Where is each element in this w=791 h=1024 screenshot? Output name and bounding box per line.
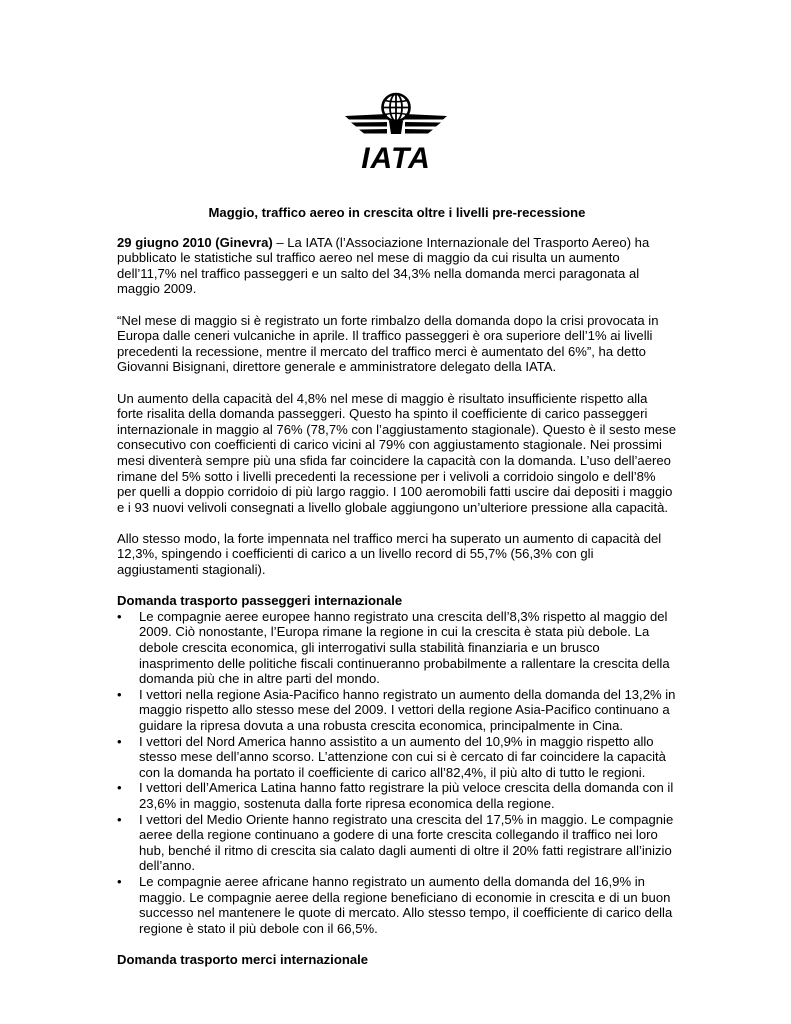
right-wing-icon <box>405 114 447 134</box>
bullet-icon: • <box>117 608 122 624</box>
document-title: Maggio, traffico aereo in crescita oltre i livelli pre-recessione <box>208 205 586 220</box>
list-item <box>117 812 677 874</box>
bullet-icon: • <box>117 780 122 796</box>
passengers-section-heading: Domanda trasporto passeggeri internazionale <box>117 593 403 609</box>
cargo-section-heading: Domanda trasporto merci internazionale <box>117 951 369 967</box>
document-body <box>117 205 677 968</box>
capacity-paragraph: Un aumento della capacità del 4,8% nel mese di maggio è risultato insufficiente rispetto alla forte risalita della domanda passeggeri. Questo ha spinto il coefficiente di carico passeggeri internazionale in maggio al 76% (78,7% con l’aggiustamento stagionale). Questo è il sesto mese consecutivo con coefficienti di carico vicini al 79% con aggiustamento stagionale. Nei prossimi mesi diventerà sempre più una sfida far coincidere la capacità con la domanda. L’uso dell’aereo rimane del 5% sotto i livelli precedenti la recessione per i velivoli a corridoio singolo e dell’8% per quelli a doppio corridoio di più largo raggio. I 100 aeromobili fatti uscire dai depositi i maggio e i 93 nuovi velivoli consegnati a livello globale aggiungono un’ulteriore pressione alla capacità. <box>117 390 676 515</box>
list-item <box>117 780 677 811</box>
bullet-icon: • <box>117 733 122 749</box>
bullet-icon: • <box>117 873 122 889</box>
iata-globe-wings-logo-icon <box>343 92 449 172</box>
list-item-text: Le compagnie aeree africane hanno registrato un aumento della domanda del 16,9% in maggio. Le compagnie aeree della regione beneficiano di economie in crescita e di un buon successo nel mantenere le quote di mercato. Allo stesso tempo, il coefficiente di carico della regione è stato il più debole con il 66,5%. <box>139 873 673 936</box>
list-item-text: Le compagnie aeree europee hanno registrato una crescita dell’8,3% rispetto al maggio del 2009. Ciò nonostante, l’Europa rimane la regione in cui la crescita è stata più debole. La debole crescita economica, gli interrogativi sulla stabilità finanziaria e un brusco inasprimento delle politiche fiscali continueranno probabilmente a rallentare la crescita della domanda più che in altre parti del mondo. <box>139 608 670 687</box>
bullet-icon: • <box>117 686 122 702</box>
list-item <box>117 609 677 687</box>
quote-paragraph: “Nel mese di maggio si è registrato un forte rimbalzo della domanda dopo la crisi provocata in Europa dalle ceneri vulcaniche in aprile. Il traffico passeggeri è ora superiore dell’1% ai livelli precedenti la recessione, mentre il mercato del traffico merci è aumentato del 6%”, ha detto Giovanni Bisignani, direttore generale e amministratore delegato della IATA. <box>117 312 659 375</box>
list-item-text: I vettori del Nord America hanno assistito a un aumento del 10,9% in maggio rispetto allo stesso mese dell’anno scorso. L’attenzione con cui si è cercato di far coincidere la capacità con la domanda ha portato il coefficiente di carico all’82,4%, il più alto di tutto le regioni. <box>139 733 666 780</box>
list-item-text: I vettori nella regione Asia-Pacifico hanno registrato un aumento della domanda del 13,2% in maggio rispetto allo stesso mese del 2009. I vettori della regione Asia-Pacifico continuano a guidare la ripresa dovuta a una robusta crescita economica, principalmente in Cina. <box>139 686 676 733</box>
dateline: 29 giugno 2010 (Ginevra) <box>117 234 273 250</box>
intro-text: – La IATA (l’Associazione Internazionale del Trasporto Aereo) ha pubblicato le statistiche sul traffico aereo nel mese di maggio da cui risulta un aumento dell’11,7% nel traffico passeggeri e un salto del 34,3% nella domanda merci paragonata al maggio 2009. <box>117 234 650 297</box>
list-item <box>117 687 677 734</box>
list-item-text: I vettori del Medio Oriente hanno registrato una crescita del 17,5% in maggio. Le compagnie aeree della regione continuano a godere di una forte crescita collegando il traffico nei loro hub, benché il ritmo di crescita sia calato dagli aumenti di oltre il 20% fatti registrare all’inizio dell’anno. <box>139 811 674 874</box>
passengers-bullet-list <box>117 609 677 936</box>
fuselage-icon <box>389 121 403 134</box>
iata-logo <box>343 92 449 172</box>
left-wing-icon <box>345 114 387 134</box>
bullet-icon: • <box>117 811 122 827</box>
list-item <box>117 874 677 936</box>
list-item <box>117 734 677 781</box>
iata-wordmark: IATA <box>361 142 431 172</box>
cargo-summary-paragraph: Allo stesso modo, la forte impennata nel traffico merci ha superato un aumento di capacità del 12,3%, spingendo i coefficienti di carico a un livello record di 55,7% (56,3% con gli aggiustamenti stagionali). <box>117 530 662 578</box>
list-item-text: I vettori dell’America Latina hanno fatto registrare la più veloce crescita della domanda con il 23,6% in maggio, sostenuta dalla forte ripresa economica della regione. <box>139 780 674 811</box>
intro-paragraph <box>117 235 677 297</box>
